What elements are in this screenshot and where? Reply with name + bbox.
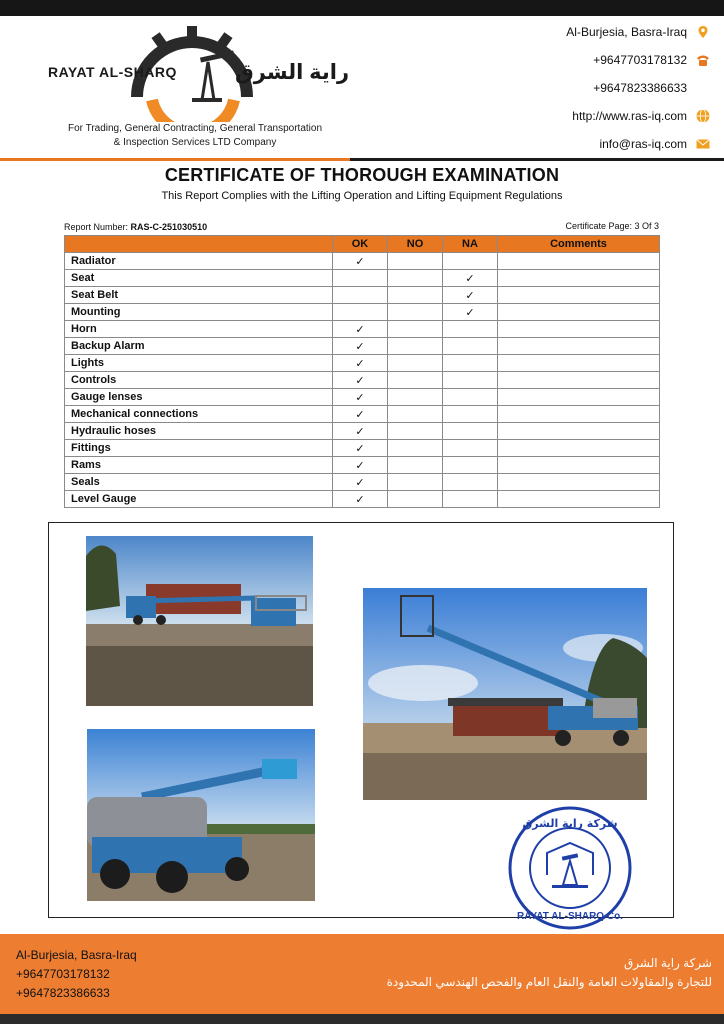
- tagline-line-1: For Trading, General Contracting, General Transportation: [67, 123, 323, 134]
- column-header-ok: OK: [333, 236, 388, 253]
- top-bar: [0, 0, 724, 16]
- footer-phone-2[interactable]: +9647823386633: [16, 986, 110, 1000]
- phone-icon: [696, 53, 710, 67]
- inspection-item-label: Rams: [65, 457, 333, 474]
- inspection-item-label: Controls: [65, 372, 333, 389]
- inspection-item-label: Mechanical connections: [65, 406, 333, 423]
- check-cell-na: [443, 457, 498, 474]
- footer: [0, 934, 724, 1014]
- certificate-page: Certificate Page: 3 Of 3: [565, 221, 659, 231]
- contact-phone-2: [450, 74, 710, 102]
- check-cell-no: [388, 457, 443, 474]
- check-cell-ok: ✓: [333, 491, 388, 508]
- check-cell-na: ✓: [443, 304, 498, 321]
- spacer-icon: [696, 81, 710, 95]
- equipment-photo-2: [363, 588, 647, 800]
- table-row: [65, 389, 660, 406]
- footer-address: Al-Burjesia, Basra-Iraq: [16, 948, 137, 962]
- check-cell-ok: ✓: [333, 457, 388, 474]
- equipment-photo-1: [86, 536, 313, 706]
- phone-2-text[interactable]: +9647823386633: [593, 81, 687, 95]
- check-cell-no: [388, 287, 443, 304]
- check-cell-ok: ✓: [333, 440, 388, 457]
- comments-cell: [498, 491, 660, 508]
- check-cell-ok: ✓: [333, 253, 388, 270]
- table-row: [65, 491, 660, 508]
- check-cell-na: [443, 372, 498, 389]
- table-row: [65, 457, 660, 474]
- table-row: [65, 304, 660, 321]
- check-cell-no: [388, 270, 443, 287]
- check-cell-na: [443, 423, 498, 440]
- table-row: [65, 287, 660, 304]
- brand-name-en: RAYAT AL-SHARQ: [48, 64, 177, 80]
- stamp-text-en: RAYAT AL-SHARQ Co.: [517, 911, 623, 922]
- check-cell-ok: ✓: [333, 321, 388, 338]
- report-number-label: Report Number:: [64, 222, 129, 232]
- website-link[interactable]: http://www.ras-iq.com: [572, 109, 687, 123]
- column-header-na: NA: [443, 236, 498, 253]
- comments-cell: [498, 457, 660, 474]
- report-number: [64, 222, 207, 232]
- check-cell-na: [443, 253, 498, 270]
- company-tagline: [30, 122, 360, 150]
- check-cell-na: [443, 491, 498, 508]
- inspection-item-label: Seat Belt: [65, 287, 333, 304]
- inspection-item-label: Backup Alarm: [65, 338, 333, 355]
- comments-cell: [498, 270, 660, 287]
- check-cell-no: [388, 355, 443, 372]
- check-cell-ok: ✓: [333, 474, 388, 491]
- inspection-item-label: Gauge lenses: [65, 389, 333, 406]
- check-cell-no: [388, 338, 443, 355]
- photo-panel: [48, 522, 674, 922]
- comments-cell: [498, 372, 660, 389]
- check-cell-no: [388, 491, 443, 508]
- contact-info: [450, 18, 710, 158]
- email-link[interactable]: info@ras-iq.com: [599, 137, 687, 151]
- inspection-item-label: Radiator: [65, 253, 333, 270]
- column-header-comments: Comments: [498, 236, 660, 253]
- contact-email: [450, 130, 710, 158]
- check-cell-no: [388, 321, 443, 338]
- inspection-table: [64, 235, 660, 508]
- footer-company-name-ar: شركة راية الشرق: [623, 956, 712, 970]
- comments-cell: [498, 253, 660, 270]
- report-number-value: RAS-C-251030510: [130, 222, 208, 232]
- inspection-item-label: Mounting: [65, 304, 333, 321]
- check-cell-ok: ✓: [333, 423, 388, 440]
- check-cell-na: [443, 389, 498, 406]
- inspection-item-label: Hydraulic hoses: [65, 423, 333, 440]
- check-cell-ok: ✓: [333, 406, 388, 423]
- comments-cell: [498, 474, 660, 491]
- certificate-subtitle: This Report Complies with the Lifting Operation and Lifting Equipment Regulations: [161, 190, 563, 202]
- footer-company-description-ar: للتجارة والمقاولات العامة والنقل العام والفحص الهندسي المحدودة: [386, 975, 712, 989]
- comments-cell: [498, 406, 660, 423]
- check-cell-ok: ✓: [333, 355, 388, 372]
- column-header-item: [65, 236, 333, 253]
- table-row: [65, 423, 660, 440]
- check-cell-no: [388, 474, 443, 491]
- column-header-no: NO: [388, 236, 443, 253]
- inspection-item-label: Horn: [65, 321, 333, 338]
- inspection-item-label: Level Gauge: [65, 491, 333, 508]
- check-cell-ok: [333, 270, 388, 287]
- inspection-item-label: Lights: [65, 355, 333, 372]
- brand-name-ar: راية الشرق: [235, 61, 350, 84]
- check-cell-ok: ✓: [333, 372, 388, 389]
- footer-phone-1[interactable]: +9647703178132: [16, 967, 110, 981]
- check-cell-no: [388, 372, 443, 389]
- table-header-row: [65, 236, 660, 253]
- location-pin-icon: [696, 25, 710, 39]
- check-cell-na: [443, 355, 498, 372]
- comments-cell: [498, 287, 660, 304]
- table-row: [65, 355, 660, 372]
- check-cell-na: [443, 474, 498, 491]
- table-row: [65, 270, 660, 287]
- check-cell-no: [388, 304, 443, 321]
- comments-cell: [498, 304, 660, 321]
- table-row: [65, 321, 660, 338]
- table-row: [65, 253, 660, 270]
- contact-address: [450, 18, 710, 46]
- check-cell-na: [443, 406, 498, 423]
- footer-company-ar: [387, 954, 712, 992]
- tagline-line-2: & Inspection Services LTD Company: [113, 137, 277, 148]
- check-cell-ok: ✓: [333, 338, 388, 355]
- table-row: [65, 338, 660, 355]
- table-row: [65, 474, 660, 491]
- globe-icon: [696, 109, 710, 123]
- header-divider-dark: [350, 158, 724, 161]
- comments-cell: [498, 423, 660, 440]
- bottom-bar: [0, 1014, 724, 1024]
- check-cell-na: [443, 321, 498, 338]
- table-row: [65, 440, 660, 457]
- check-cell-no: [388, 406, 443, 423]
- inspection-item-label: Seals: [65, 474, 333, 491]
- inspection-item-label: Seat: [65, 270, 333, 287]
- check-cell-na: ✓: [443, 270, 498, 287]
- footer-contact: [16, 946, 137, 1003]
- check-cell-na: ✓: [443, 287, 498, 304]
- check-cell-ok: [333, 287, 388, 304]
- inspection-item-label: Fittings: [65, 440, 333, 457]
- contact-phone-1: [450, 46, 710, 74]
- check-cell-no: [388, 253, 443, 270]
- check-cell-na: [443, 440, 498, 457]
- certificate-title: CERTIFICATE OF THOROUGH EXAMINATION: [164, 165, 560, 185]
- table-row: [65, 406, 660, 423]
- comments-cell: [498, 338, 660, 355]
- check-cell-no: [388, 440, 443, 457]
- stamp-text-ar: شركة راية الشرق: [522, 817, 618, 830]
- address-text: Al-Burjesia, Basra-Iraq: [566, 25, 687, 39]
- comments-cell: [498, 321, 660, 338]
- check-cell-ok: ✓: [333, 389, 388, 406]
- table-row: [65, 372, 660, 389]
- check-cell-ok: [333, 304, 388, 321]
- check-cell-no: [388, 389, 443, 406]
- comments-cell: [498, 355, 660, 372]
- check-cell-no: [388, 423, 443, 440]
- check-cell-na: [443, 338, 498, 355]
- comments-cell: [498, 440, 660, 457]
- contact-website: [450, 102, 710, 130]
- mail-icon: [696, 137, 710, 151]
- equipment-photo-3: [87, 729, 315, 901]
- company-stamp: [507, 805, 633, 931]
- phone-1-text[interactable]: +9647703178132: [593, 53, 687, 67]
- comments-cell: [498, 389, 660, 406]
